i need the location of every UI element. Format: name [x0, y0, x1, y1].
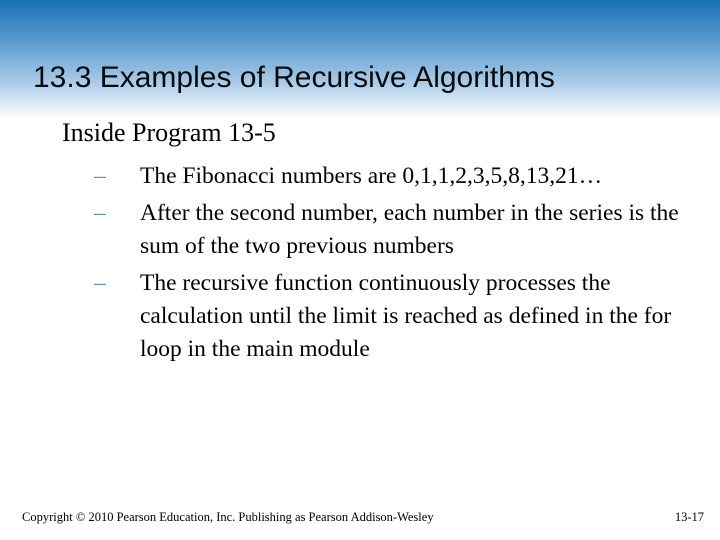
bullet-text: The Fibonacci numbers are 0,1,1,2,3,5,8,13,21…	[140, 163, 603, 189]
slide-subtitle: Inside Program 13-5	[62, 118, 276, 147]
bullet-item	[94, 197, 684, 263]
dash-bullet-marker: –	[94, 270, 106, 296]
bullet-item	[94, 160, 684, 193]
bullet-text: The recursive function continuously processes the calculation until the limit is reached as defined in the for loop in the main module	[140, 270, 672, 362]
slide-title: 13.3 Examples of Recursive Algorithms	[33, 61, 555, 94]
bullet-item	[94, 267, 684, 366]
bullet-list	[94, 160, 684, 370]
footer-copyright: Copyright © 2010 Pearson Education, Inc. Publishing as Pearson Addison-Wesley	[22, 510, 434, 524]
footer-page-number: 13-17	[674, 510, 704, 524]
dash-bullet-marker: –	[94, 200, 106, 226]
dash-bullet-marker: –	[94, 163, 106, 189]
bullet-text: After the second number, each number in the series is the sum of the two previous numbers	[140, 200, 679, 259]
